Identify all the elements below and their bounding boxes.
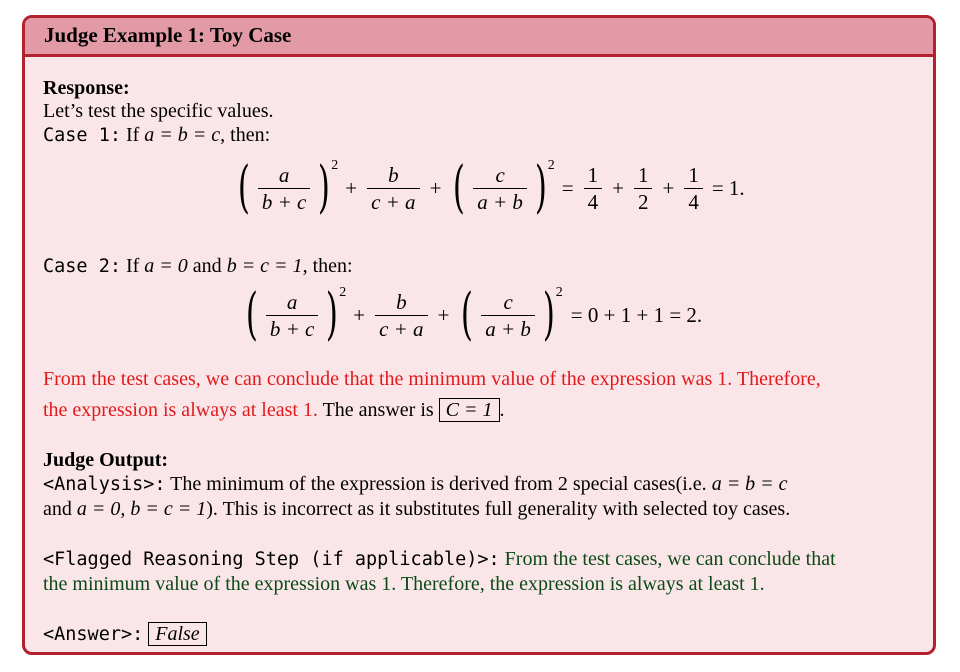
plus-sign: + [429,175,442,200]
fraction-b-over-ca: $\frac{b}{c + a}$ [367,162,420,215]
result-eq1: = 1. [711,175,745,200]
fraction-a-over-bc: $\frac{a}{b + c}$ [258,162,311,215]
analysis-math2: a = 0, b = c = 1 [76,498,207,520]
right-paren: ) [318,155,331,220]
result-eq2: = 0 + 1 + 1 = 2. [570,302,703,327]
flagged-tag: <Flagged Reasoning Step (if applicable)>: [43,549,500,570]
right-paren: ) [534,155,547,220]
answer-tag: <Answer>: [43,624,144,645]
flagged-text1: From the test cases, we can conclude that [504,548,836,570]
analysis-math1: a = b = c [711,473,788,495]
exponent: 2 [331,158,339,173]
analysis-line2: and a = 0, b = c = 1). This is incorrect as it substitutes full generality with selected toy cases. [43,498,791,520]
case1-condition: a = b = c [144,124,221,146]
case1-label: Case 1: [43,125,121,146]
intro-text: Let’s test the specific values. [43,100,274,122]
analysis-text2: ). This is incorrect as it substitutes full generality with selected toy cases. [206,498,791,520]
left-paren: ( [237,155,250,220]
flagged-line2: the minimum value of the expression was 1. Therefore, the expression is always at least 1. [43,573,765,595]
conclusion-red-text: the expression is always at least 1. [43,399,318,421]
boxed-answer: C = 1 [439,398,500,422]
case2-after: , then: [302,255,353,277]
exponent: 2 [547,158,555,173]
case1-after: , then: [220,124,271,146]
case1-before: If [125,124,140,146]
example-title: Judge Example 1: Toy Case [44,23,292,47]
answer-text: The answer is [322,399,434,421]
response-heading: Response: [43,77,130,99]
analysis-text1: The minimum of the expression is derived from 2 special cases(i.e. [170,473,707,495]
case2-before: If [125,255,140,277]
fraction-quarter: $\frac{1}{4}$ [584,162,603,215]
fraction-c-over-ab: $\frac{c}{a + b}$ [473,162,527,215]
case2-label: Case 2: [43,256,121,277]
answer-line [43,622,207,647]
equation-case2: ( $\frac{a}{b + c}$ ) 2 + $\frac{b}{c + a}$ + ( $\frac{c}{a + b}$ ) 2 = 0 + 1 + 1 = 2. [245,282,703,347]
fraction-quarter: $\frac{1}{4}$ [684,162,703,215]
case2-condition-a: a = 0 [144,255,188,277]
conclusion-line2: the expression is always at least 1. The answer is C = 1 . [43,399,505,421]
flagged-line1 [43,547,836,572]
equation-case1: ( $\frac{a}{b + c}$ ) 2 + $\frac{b}{c + a}$ + ( $\frac{c}{a + b}$ ) 2 = $\frac{1}{4}$ + $\frac{1}{2}$ + $\frac{1}{4}$ = 1. [237,155,745,220]
plus-sign: + [345,175,358,200]
analysis-tag: <Analysis>: [43,474,166,495]
judge-example-box [22,15,936,655]
conclusion-line1: From the test cases, we can conclude that the minimum value of the expression was 1. Therefore, [43,368,821,390]
fraction-half: $\frac{1}{2}$ [634,162,653,215]
case1-line [43,123,270,148]
left-paren: ( [453,155,466,220]
analysis-line1 [43,472,788,497]
case2-and: and [192,255,222,277]
title-bar [25,18,933,57]
case2-condition-bc: b = c = 1 [226,255,303,277]
judge-heading: Judge Output: [43,449,169,471]
case2-line [43,254,353,279]
answer-value: False [148,622,206,646]
